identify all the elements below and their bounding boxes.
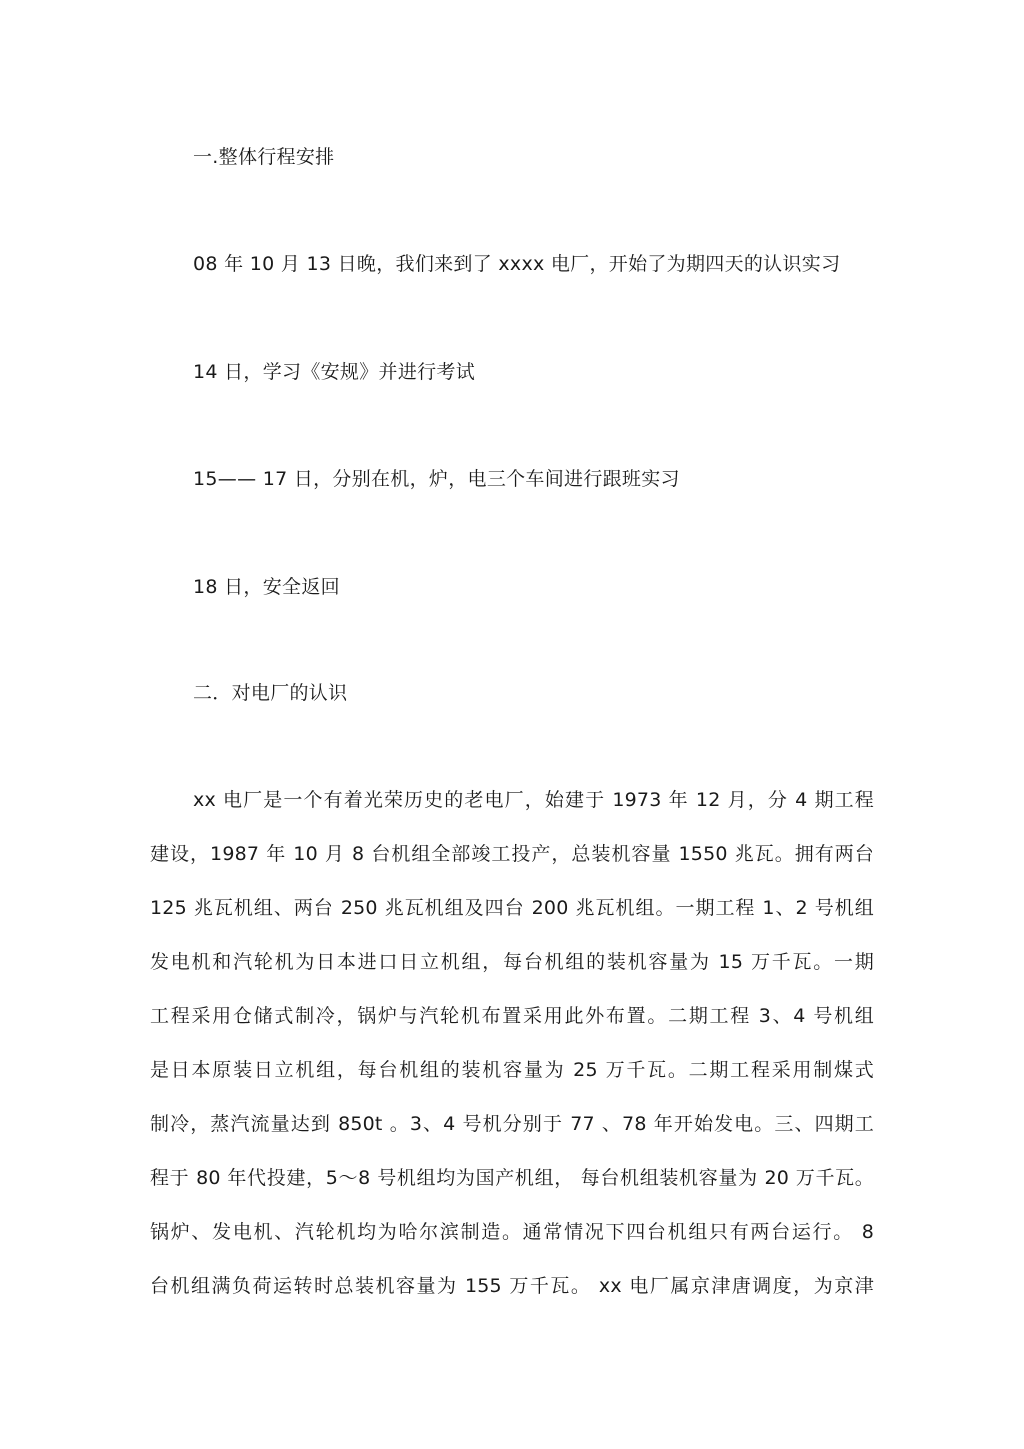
- section-heading-plant-knowledge: 二．对电厂的认识: [193, 682, 348, 704]
- paragraph-line: 程于 80 年代投建，5～8 号机组均为国产机组， 每台机组装机容量为 20 万千瓦。: [150, 1167, 874, 1189]
- paragraph-line: 锅炉、发电机、汽轮机均为哈尔滨制造。通常情况下四台机组只有两台运行。 8: [150, 1221, 874, 1243]
- schedule-line-workshop-practice: 15—— 17 日，分别在机，炉，电三个车间进行跟班实习: [193, 468, 680, 490]
- schedule-line-safety-exam: 14 日，学习《安规》并进行考试: [193, 361, 476, 383]
- section-heading-itinerary: 一.整体行程安排: [193, 146, 335, 168]
- paragraph-line: 制冷，蒸汽流量达到 850t 。3、4 号机分别于 77 、78 年开始发电。三、四期工: [150, 1113, 874, 1135]
- paragraph-line: 125 兆瓦机组、两台 250 兆瓦机组及四台 200 兆瓦机组。一期工程 1、2 号机组: [150, 897, 874, 919]
- paragraph-line: 是日本原装日立机组，每台机组的装机容量为 25 万千瓦。二期工程采用制煤式: [150, 1059, 874, 1081]
- paragraph-line: 发电机和汽轮机为日本进口日立机组，每台机组的装机容量为 15 万千瓦。一期: [150, 951, 874, 973]
- paragraph-line: 工程采用仓储式制冷，锅炉与汽轮机布置采用此外布置。二期工程 3、4 号机组: [150, 1005, 874, 1027]
- paragraph-line: xx 电厂是一个有着光荣历史的老电厂，始建于 1973 年 12 月，分 4 期工程: [193, 789, 874, 811]
- schedule-line-return: 18 日，安全返回: [193, 576, 340, 598]
- plant-description-paragraph: [150, 788, 874, 1328]
- schedule-line-arrival: 08 年 10 月 13 日晚，我们来到了 xxxx 电厂，开始了为期四天的认识实习: [193, 253, 841, 275]
- paragraph-line: 台机组满负荷运转时总装机容量为 155 万千瓦。 xx 电厂属京津唐调度，为京津: [150, 1275, 874, 1297]
- paragraph-line: 建设，1987 年 10 月 8 台机组全部竣工投产，总装机容量 1550 兆瓦。拥有两台: [150, 843, 874, 865]
